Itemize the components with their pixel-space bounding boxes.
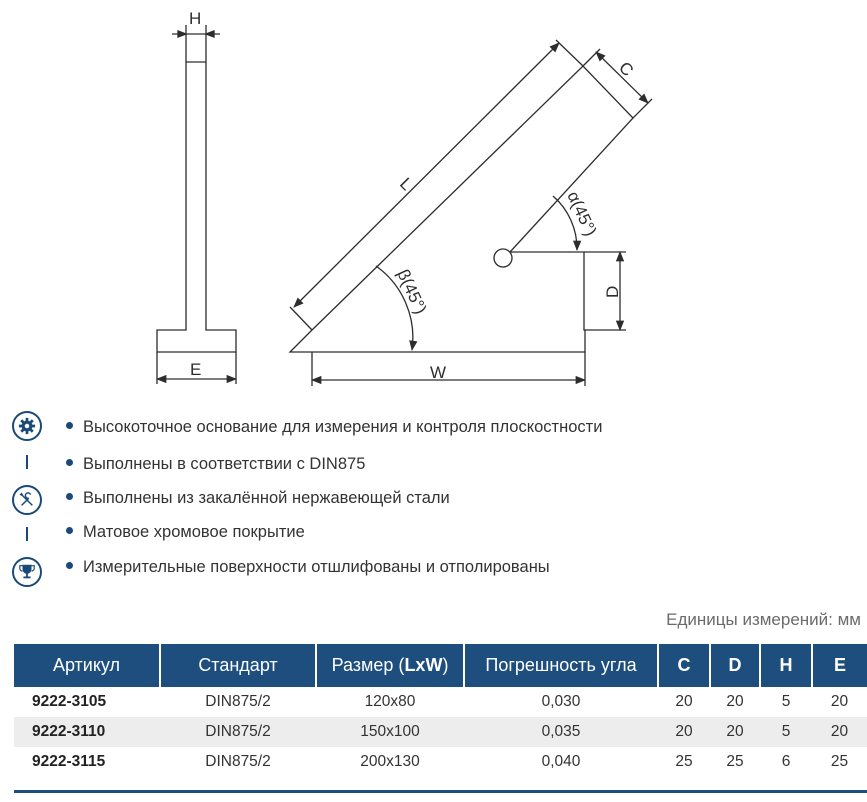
- cell-size: 200x130: [360, 753, 420, 770]
- cell-error: 0,035: [464, 717, 658, 747]
- h-arrow-right: [206, 31, 214, 37]
- feature-item: [66, 555, 550, 579]
- relief-hole: [494, 249, 512, 267]
- table-row: [14, 687, 867, 717]
- l-ext-bottom: [290, 307, 312, 330]
- feature-text: Высокоточное основание для измерения и контроля плоскостности: [83, 418, 603, 436]
- header-h: H: [760, 644, 812, 687]
- side-view-profile: [157, 62, 236, 352]
- feature-item: [66, 520, 305, 544]
- header-size-prefix: Размер (: [331, 655, 405, 675]
- cell-article: 9222-3115: [32, 753, 106, 770]
- table-row: [14, 747, 867, 777]
- label-d: D: [603, 285, 622, 298]
- header-size-suffix: ): [442, 655, 449, 675]
- cell-h: 6: [781, 753, 791, 770]
- cell-error: 0,040: [541, 753, 581, 770]
- cell-d: 20: [710, 717, 760, 747]
- c-ext-bottom: [633, 99, 652, 118]
- spec-table: [14, 644, 867, 777]
- feature-text: Матовое хромовое покрытие: [83, 523, 305, 541]
- c-ext-top: [583, 49, 600, 66]
- label-beta: β(45°): [393, 266, 431, 317]
- feature-text: Выполнены в соответствии с DIN875: [83, 455, 366, 473]
- header-d: D: [710, 644, 760, 687]
- cell-e: 20: [830, 693, 849, 710]
- tools-icon: [12, 485, 42, 515]
- cell-c: 20: [675, 693, 693, 710]
- l-ext-top: [556, 40, 583, 66]
- cell-c: 20: [658, 717, 710, 747]
- l-dim-line: [294, 43, 559, 307]
- label-e: E: [190, 360, 202, 379]
- cell-d: 25: [726, 753, 744, 770]
- header-angle-error: Погрешность угла: [464, 644, 658, 687]
- feature-item: [66, 415, 602, 439]
- cell-article: 9222-3110: [14, 717, 160, 747]
- cell-h: 5: [781, 693, 791, 710]
- feature-item: [66, 452, 365, 476]
- cell-size: 120x80: [364, 693, 416, 710]
- units-label: Единицы измерений: мм: [666, 610, 861, 629]
- cell-h: 5: [760, 717, 812, 747]
- header-article: Артикул: [14, 644, 160, 687]
- feature-list: [0, 405, 867, 595]
- table-row: [14, 717, 867, 747]
- feature-text: Выполнены из закалённой нержавеющей стали: [83, 489, 450, 507]
- h-arrow-left: [178, 31, 186, 37]
- feature-item: [66, 486, 450, 510]
- table-bottom-rule: [14, 790, 867, 793]
- cell-c: 25: [675, 753, 693, 770]
- connector-line: [26, 455, 28, 469]
- header-c: C: [658, 644, 710, 687]
- technical-drawing: [0, 0, 867, 400]
- label-h: H: [189, 9, 202, 28]
- header-standard: Стандарт: [160, 644, 316, 687]
- feature-text: Измерительные поверхности отшлифованы и отполированы: [83, 558, 550, 576]
- label-w: W: [430, 363, 447, 382]
- cell-article: 9222-3105: [32, 693, 107, 710]
- label-c: C: [615, 57, 638, 81]
- label-alpha: α(45°): [563, 188, 601, 239]
- header-e: E: [812, 644, 867, 687]
- cell-standard: DIN875/2: [160, 717, 316, 747]
- label-l: L: [396, 173, 417, 195]
- cell-e: 20: [812, 717, 867, 747]
- cell-size: 150x100: [316, 717, 464, 747]
- cell-error: 0,030: [541, 693, 581, 710]
- header-size: [316, 644, 464, 687]
- trophy-icon: [12, 557, 42, 587]
- connector-line: [26, 527, 28, 541]
- cell-standard: DIN875/2: [205, 753, 271, 770]
- table-header-row: [14, 644, 867, 687]
- cell-e: 25: [830, 753, 849, 770]
- gear-icon: [12, 411, 42, 441]
- cell-d: 20: [726, 693, 744, 710]
- cell-standard: DIN875/2: [205, 693, 271, 710]
- header-size-bold: LxW: [404, 655, 443, 675]
